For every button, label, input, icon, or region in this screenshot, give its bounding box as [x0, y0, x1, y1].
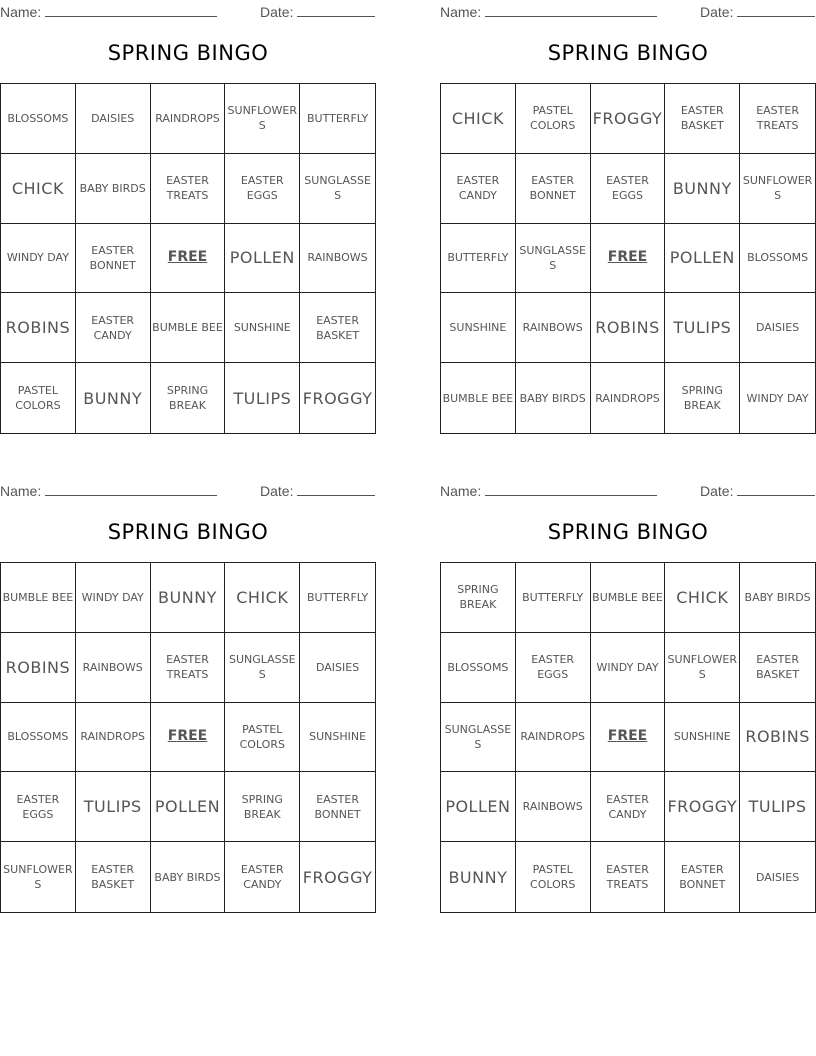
bingo-cell[interactable]: EASTER TREATS — [591, 842, 666, 912]
bingo-cell[interactable]: CHICK — [665, 563, 740, 633]
bingo-cell[interactable]: RAINDROPS — [591, 363, 666, 433]
date-field-line[interactable] — [297, 2, 375, 17]
bingo-cell[interactable]: BUMBLE BEE — [1, 563, 76, 633]
bingo-cell[interactable]: SUNFLOWERS — [225, 84, 300, 154]
card-title: SPRING BINGO — [107, 41, 269, 65]
bingo-cell[interactable]: CHICK — [441, 84, 516, 154]
bingo-grid — [440, 83, 816, 434]
name-label: Name: — [0, 483, 42, 499]
name-label-group — [440, 481, 657, 499]
bingo-cell[interactable]: EASTER EGGS — [1, 772, 76, 842]
bingo-cell[interactable]: EASTER BASKET — [740, 633, 815, 703]
bingo-cell[interactable]: EASTER CANDY — [225, 842, 300, 912]
bingo-cell[interactable]: EASTER TREATS — [151, 633, 226, 703]
bingo-cell[interactable]: EASTER CANDY — [76, 293, 151, 363]
bingo-cell[interactable]: SPRING BREAK — [441, 563, 516, 633]
bingo-cell[interactable]: BUNNY — [665, 154, 740, 224]
bingo-cell[interactable]: DAISIES — [76, 84, 151, 154]
bingo-cell[interactable]: WINDY DAY — [76, 563, 151, 633]
bingo-cell[interactable]: ROBINS — [740, 703, 815, 773]
bingo-cell[interactable]: BLOSSOMS — [740, 224, 815, 294]
bingo-card-3 — [0, 479, 376, 919]
bingo-cell[interactable]: EASTER TREATS — [740, 84, 815, 154]
date-label-group — [700, 481, 815, 499]
bingo-cell[interactable]: EASTER BONNET — [300, 772, 375, 842]
date-field-line[interactable] — [297, 481, 375, 496]
bingo-cell[interactable]: BUTTERFLY — [300, 84, 375, 154]
bingo-cell[interactable]: BLOSSOMS — [1, 703, 76, 773]
name-label-group — [0, 2, 217, 20]
bingo-cell[interactable]: EASTER BONNET — [516, 154, 591, 224]
bingo-cell[interactable]: CHICK — [1, 154, 76, 224]
free-space-cell[interactable]: FREE — [591, 224, 666, 294]
bingo-cell[interactable]: EASTER BASKET — [665, 84, 740, 154]
date-label: Date: — [260, 483, 294, 499]
bingo-cell[interactable]: RAINBOWS — [300, 224, 375, 294]
bingo-cell[interactable]: BUTTERFLY — [300, 563, 375, 633]
bingo-cell[interactable]: FROGGY — [665, 772, 740, 842]
free-space-cell[interactable]: FREE — [591, 703, 666, 773]
bingo-cell[interactable]: EASTER EGGS — [225, 154, 300, 224]
bingo-grid — [0, 562, 376, 913]
bingo-cell[interactable]: BUMBLE BEE — [441, 363, 516, 433]
bingo-cell[interactable]: SUNFLOWERS — [1, 842, 76, 912]
bingo-cell[interactable]: SUNGLASSES — [441, 703, 516, 773]
card-title: SPRING BINGO — [107, 520, 269, 544]
bingo-cell[interactable]: SUNSHINE — [225, 293, 300, 363]
bingo-cell[interactable]: WINDY DAY — [746, 391, 809, 405]
bingo-cell[interactable]: SUNGLASSES — [516, 224, 591, 294]
date-label: Date: — [700, 4, 734, 20]
bingo-cell[interactable]: FROGGY — [302, 867, 373, 887]
bingo-cell[interactable]: PASTEL COLORS — [516, 842, 591, 912]
date-field-line[interactable] — [737, 2, 815, 17]
bingo-cell[interactable]: BLOSSOMS — [441, 633, 516, 703]
bingo-cell[interactable]: EASTER EGGS — [591, 154, 666, 224]
bingo-cell[interactable]: EASTER CANDY — [441, 154, 516, 224]
bingo-cell[interactable]: EASTER BONNET — [665, 842, 740, 912]
bingo-cell[interactable]: POLLEN — [441, 772, 516, 842]
name-field-line[interactable] — [485, 481, 657, 496]
bingo-cell[interactable]: WINDY DAY — [591, 633, 666, 703]
card-title: SPRING BINGO — [547, 41, 709, 65]
card-header — [440, 479, 816, 501]
bingo-grid — [440, 562, 816, 913]
bingo-cell[interactable]: SPRING BREAK — [151, 363, 226, 433]
name-label: Name: — [0, 4, 42, 20]
bingo-cell[interactable]: BABY BIRDS — [151, 842, 226, 912]
name-field-line[interactable] — [45, 2, 217, 17]
bingo-cell[interactable]: RAINBOWS — [76, 633, 151, 703]
bingo-cell[interactable]: EASTER BASKET — [76, 842, 151, 912]
bingo-cell[interactable]: TULIPS — [740, 772, 815, 842]
name-field-line[interactable] — [485, 2, 657, 17]
bingo-cell[interactable]: BABY BIRDS — [740, 563, 815, 633]
bingo-cell[interactable]: SPRING BREAK — [225, 772, 300, 842]
bingo-cell[interactable]: BUNNY — [76, 363, 151, 433]
bingo-cell[interactable]: RAINBOWS — [516, 293, 591, 363]
bingo-card-4 — [440, 479, 816, 919]
bingo-cell[interactable]: FROGGY — [302, 388, 373, 408]
bingo-cell[interactable]: ROBINS — [591, 293, 666, 363]
bingo-cell[interactable]: BABY BIRDS — [76, 154, 151, 224]
bingo-cell[interactable]: EASTER EGGS — [516, 633, 591, 703]
name-label-group — [0, 481, 217, 499]
bingo-card-2 — [440, 0, 816, 440]
bingo-cell[interactable]: SUNGLASSES — [300, 154, 375, 224]
date-label-group — [700, 2, 815, 20]
bingo-cell[interactable]: TULIPS — [225, 363, 300, 433]
name-label: Name: — [440, 4, 482, 20]
bingo-cell[interactable]: TULIPS — [665, 293, 740, 363]
name-label-group — [440, 2, 657, 20]
date-label-group — [260, 481, 375, 499]
bingo-cell[interactable]: PASTEL COLORS — [225, 703, 300, 773]
free-space-cell[interactable]: FREE — [151, 224, 226, 294]
bingo-cell[interactable]: SPRING BREAK — [665, 363, 740, 433]
card-title: SPRING BINGO — [547, 520, 709, 544]
bingo-cell[interactable]: EASTER CANDY — [591, 772, 666, 842]
bingo-cell[interactable]: POLLEN — [225, 224, 300, 294]
bingo-cell[interactable]: RAINDROPS — [516, 703, 591, 773]
name-field-line[interactable] — [45, 481, 217, 496]
bingo-cell[interactable]: BUMBLE BEE — [591, 563, 666, 633]
bingo-cell[interactable]: WINDY DAY — [1, 224, 76, 294]
card-header — [0, 0, 376, 22]
bingo-cell[interactable]: EASTER TREATS — [151, 154, 226, 224]
bingo-cell[interactable]: SUNGLASSES — [225, 633, 300, 703]
bingo-cell[interactable]: EASTER BONNET — [76, 224, 151, 294]
free-space-cell[interactable]: FREE — [151, 703, 226, 773]
bingo-card-1 — [0, 0, 376, 440]
bingo-cell[interactable]: DAISIES — [740, 293, 815, 363]
bingo-cell[interactable]: BUMBLE BEE — [151, 293, 226, 363]
bingo-cell[interactable]: FROGGY — [591, 84, 666, 154]
bingo-cell[interactable]: BABY BIRDS — [516, 363, 591, 433]
date-field-line[interactable] — [737, 481, 815, 496]
bingo-cell[interactable]: BUNNY — [441, 842, 516, 912]
bingo-cell[interactable]: DAISIES — [300, 633, 375, 703]
bingo-cell[interactable]: ROBINS — [1, 633, 76, 703]
bingo-cell[interactable]: PASTEL COLORS — [1, 363, 76, 433]
name-label: Name: — [440, 483, 482, 499]
bingo-cell[interactable]: CHICK — [225, 563, 300, 633]
bingo-cell[interactable]: PASTEL COLORS — [516, 84, 591, 154]
bingo-cell[interactable]: BUTTERFLY — [516, 563, 591, 633]
bingo-cell[interactable]: RAINDROPS — [151, 84, 226, 154]
bingo-cell[interactable]: SUNFLOWERS — [665, 633, 740, 703]
bingo-cell[interactable]: DAISIES — [755, 870, 800, 884]
bingo-grid — [0, 83, 376, 434]
bingo-cell[interactable]: BUNNY — [151, 563, 226, 633]
bingo-cell[interactable]: RAINDROPS — [76, 703, 151, 773]
bingo-cell[interactable]: SUNSHINE — [300, 703, 375, 773]
date-label: Date: — [260, 4, 294, 20]
card-header — [440, 0, 816, 22]
bingo-cell[interactable]: BUTTERFLY — [441, 224, 516, 294]
bingo-cell[interactable]: BLOSSOMS — [1, 84, 76, 154]
bingo-cell[interactable]: SUNSHINE — [441, 293, 516, 363]
bingo-cell[interactable]: SUNSHINE — [665, 703, 740, 773]
bingo-cell[interactable]: TULIPS — [76, 772, 151, 842]
date-label-group — [260, 2, 375, 20]
bingo-cell[interactable]: POLLEN — [665, 224, 740, 294]
bingo-cell[interactable]: POLLEN — [151, 772, 226, 842]
card-header — [0, 479, 376, 501]
date-label: Date: — [700, 483, 734, 499]
bingo-cell[interactable]: SUNFLOWERS — [740, 154, 815, 224]
bingo-cell[interactable]: RAINBOWS — [516, 772, 591, 842]
bingo-cell[interactable]: ROBINS — [1, 293, 76, 363]
bingo-cell[interactable]: EASTER BASKET — [300, 293, 375, 363]
